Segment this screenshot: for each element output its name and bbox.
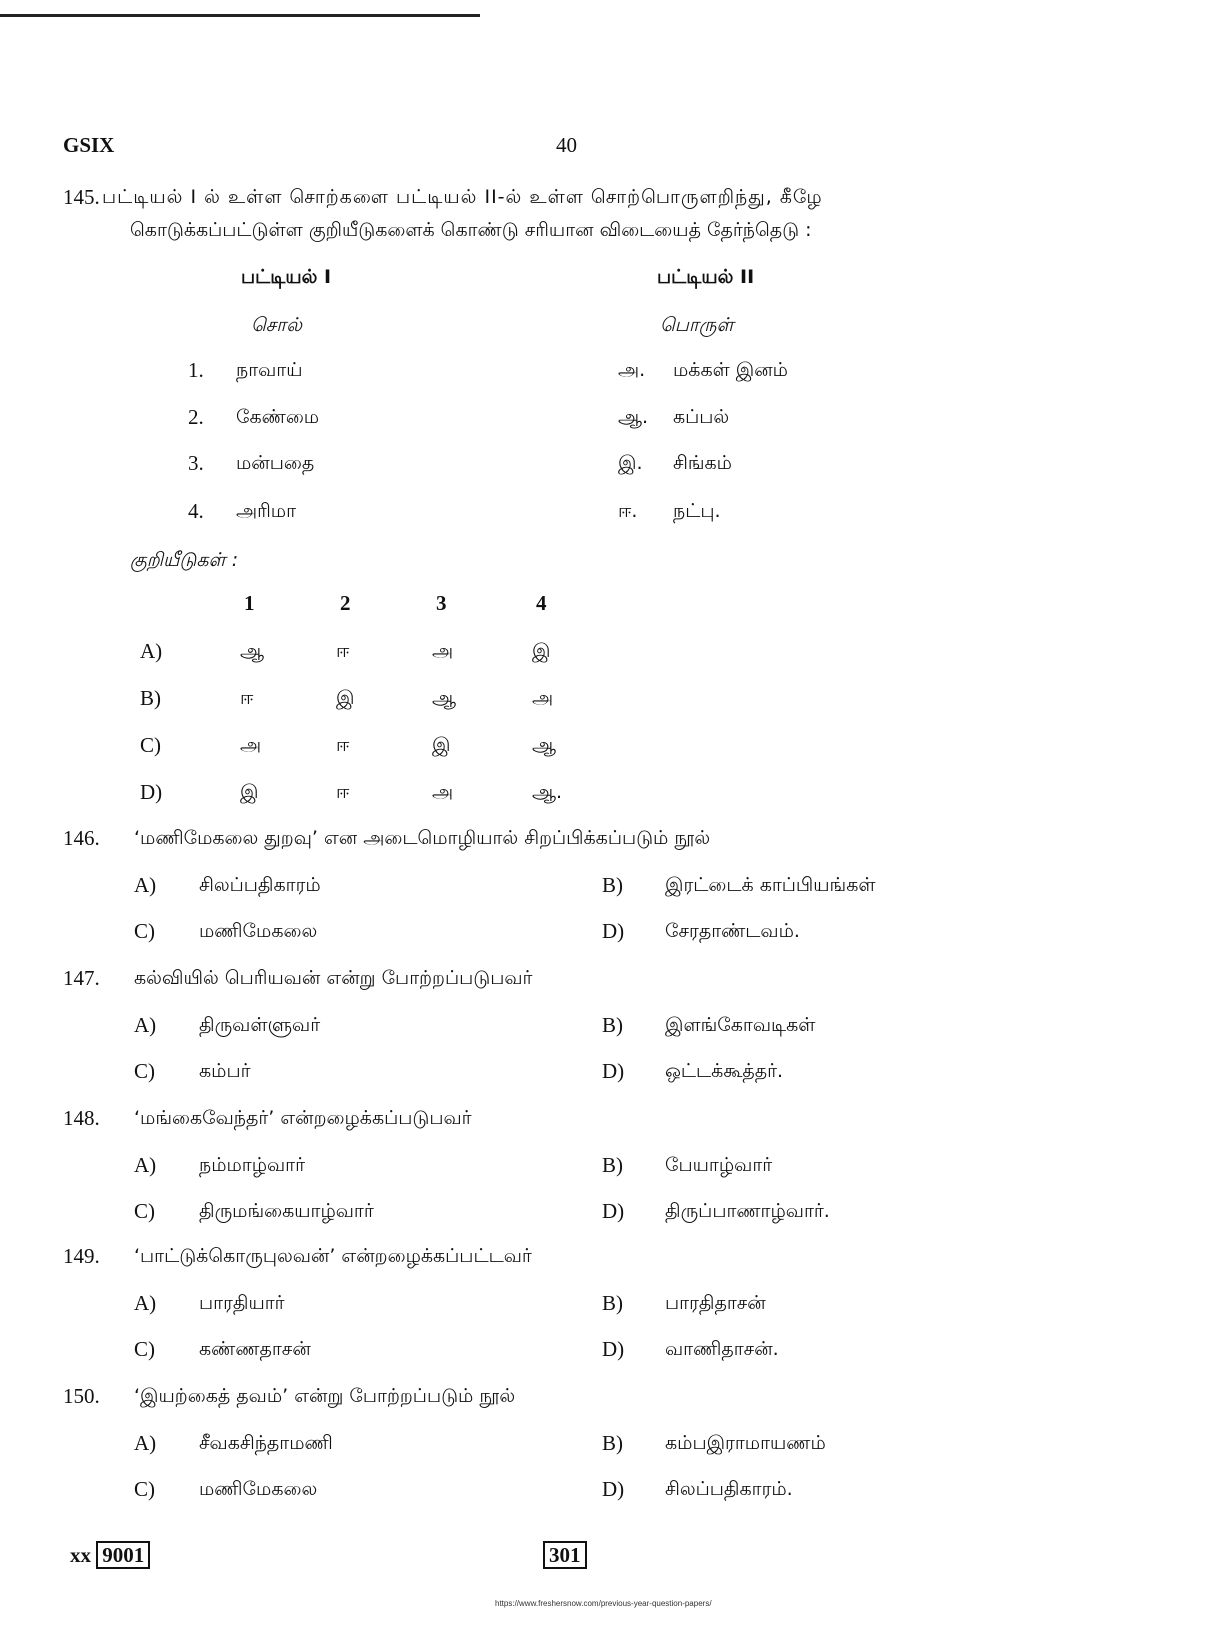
booklet-number: 301 — [543, 1541, 587, 1569]
option-letter: C) — [134, 1337, 155, 1361]
page-number: 40 — [556, 133, 577, 157]
footer-code: 9001 — [96, 1541, 150, 1569]
list1-word: நாவாய் — [236, 359, 303, 381]
list2-meaning: மக்கள் இனம் — [673, 359, 788, 381]
code-value: ஆ — [240, 640, 265, 662]
codes-label: குறியீடுகள் : — [130, 549, 239, 571]
code-option-letter: D) — [140, 780, 163, 804]
question-number: 146. — [63, 826, 100, 850]
option-letter: D) — [602, 1199, 625, 1223]
option-text: திருமங்கையாழ்வார் — [199, 1200, 374, 1222]
list2-meaning: கப்பல் — [673, 406, 730, 428]
option-text: கம்பஇராமாயணம் — [665, 1432, 826, 1454]
option-text: ஒட்டக்கூத்தர். — [665, 1060, 784, 1082]
question-number: 149. — [63, 1244, 100, 1268]
option-letter: C) — [134, 1199, 155, 1223]
option-letter: A) — [134, 873, 157, 897]
code-option-letter: A) — [140, 639, 163, 663]
code-value: அ — [432, 640, 454, 662]
question-number: 147. — [63, 966, 100, 990]
paper-code: GSIX — [63, 133, 115, 157]
option-text: திருவள்ளுவர் — [199, 1014, 321, 1036]
list1-subtitle: சொல் — [251, 314, 303, 336]
footer-prefix-text: xx — [70, 1543, 91, 1567]
option-text: மணிமேகலை — [199, 1478, 318, 1500]
option-letter: B) — [602, 873, 623, 897]
code-value: இ — [240, 781, 259, 803]
option-text: பேயாழ்வார் — [665, 1154, 773, 1176]
code-value: அ — [432, 781, 454, 803]
option-text: கண்ணதாசன் — [199, 1338, 311, 1360]
question-text: ‘மணிமேகலை துறவு’ என அடைமொழியால் சிறப்பிக்கப்படும் நூல் — [134, 827, 711, 849]
question-text: ‘பாட்டுக்கொருபுலவன்’ என்றழைக்கப்பட்டவர் — [134, 1245, 532, 1267]
option-text: மணிமேகலை — [199, 920, 318, 942]
code-value: இ — [432, 734, 451, 756]
code-option-letter: C) — [140, 733, 161, 757]
list1-number: 4. — [188, 499, 204, 523]
list2-letter: இ. — [618, 452, 643, 474]
list2-letter: அ. — [618, 359, 646, 381]
option-letter: B) — [602, 1153, 623, 1177]
option-letter: D) — [602, 1477, 625, 1501]
list2-letter: ஆ. — [618, 406, 649, 428]
question-text: கல்வியில் பெரியவன் என்று போற்றப்படுபவர் — [134, 967, 533, 989]
code-value: அ — [240, 734, 262, 756]
question-number: 145. — [63, 185, 100, 209]
question-text: கொடுக்கப்பட்டுள்ள குறியீடுகளைக் கொண்டு சரியான விடையைத் தேர்ந்தெடு : — [130, 219, 812, 241]
option-text: இரட்டைக் காப்பியங்கள் — [665, 874, 876, 896]
list2-letter: ஈ. — [618, 500, 638, 522]
booklet-number-wrap — [543, 1543, 587, 1567]
code-value: ஈ — [336, 734, 350, 756]
option-letter: D) — [602, 919, 625, 943]
code-value: ஈ — [336, 781, 350, 803]
option-text: பாரதிதாசன் — [665, 1292, 766, 1314]
option-letter: D) — [602, 1059, 625, 1083]
option-letter: C) — [134, 1477, 155, 1501]
question-text: ‘இயற்கைத் தவம்’ என்று போற்றப்படும் நூல் — [134, 1385, 516, 1407]
code-value: இ — [336, 687, 355, 709]
footer-prefix — [70, 1543, 150, 1567]
option-text: சீவகசிந்தாமணி — [199, 1432, 333, 1454]
code-value: இ — [532, 640, 551, 662]
list2-meaning: நட்பு. — [673, 500, 721, 522]
code-column-header: 2 — [340, 591, 351, 615]
source-url: https://www.freshersnow.com/previous-year-question-papers/ — [495, 1599, 712, 1608]
list2-subtitle: பொருள் — [660, 314, 734, 336]
question-number: 150. — [63, 1384, 100, 1408]
option-letter: A) — [134, 1013, 157, 1037]
list2-title: பட்டியல் II — [657, 266, 755, 288]
code-column-header: 3 — [436, 591, 447, 615]
list1-title: பட்டியல் I — [241, 266, 332, 288]
list1-word: கேண்மை — [236, 406, 320, 428]
code-value: ஆ — [532, 734, 557, 756]
top-rule — [0, 14, 480, 17]
code-value: ஈ — [336, 640, 350, 662]
question-text: ‘மங்கைவேந்தர்’ என்றழைக்கப்படுபவர் — [134, 1107, 472, 1129]
option-letter: B) — [602, 1431, 623, 1455]
question-text: பட்டியல் I ல் உள்ள சொற்களை பட்டியல் II-ல் உள்ள சொற்பொருளறிந்து, கீழே — [102, 186, 823, 208]
option-letter: A) — [134, 1153, 157, 1177]
list1-number: 3. — [188, 451, 204, 475]
option-text: இளங்கோவடிகள் — [665, 1014, 816, 1036]
option-text: வாணிதாசன். — [665, 1338, 779, 1360]
code-value: ஆ. — [532, 781, 563, 803]
option-text: நம்மாழ்வார் — [199, 1154, 306, 1176]
code-value: அ — [532, 687, 554, 709]
question-number: 148. — [63, 1106, 100, 1130]
code-column-header: 1 — [244, 591, 255, 615]
option-letter: C) — [134, 919, 155, 943]
list1-word: மன்பதை — [236, 452, 315, 474]
code-column-header: 4 — [536, 591, 547, 615]
option-text: கம்பர் — [199, 1060, 251, 1082]
option-text: பாரதியார் — [199, 1292, 285, 1314]
list1-number: 1. — [188, 358, 204, 382]
option-text: சேரதாண்டவம். — [665, 920, 800, 942]
code-option-letter: B) — [140, 686, 161, 710]
code-value: ஈ — [240, 687, 254, 709]
list2-meaning: சிங்கம் — [673, 452, 732, 474]
option-letter: B) — [602, 1013, 623, 1037]
option-text: சிலப்பதிகாரம் — [199, 874, 321, 896]
list1-number: 2. — [188, 405, 204, 429]
option-letter: A) — [134, 1431, 157, 1455]
option-letter: D) — [602, 1337, 625, 1361]
option-letter: C) — [134, 1059, 155, 1083]
code-value: ஆ — [432, 687, 457, 709]
option-text: திருப்பாணாழ்வார். — [665, 1200, 830, 1222]
option-letter: A) — [134, 1291, 157, 1315]
option-letter: B) — [602, 1291, 623, 1315]
option-text: சிலப்பதிகாரம். — [665, 1478, 793, 1500]
list1-word: அரிமா — [236, 500, 297, 522]
